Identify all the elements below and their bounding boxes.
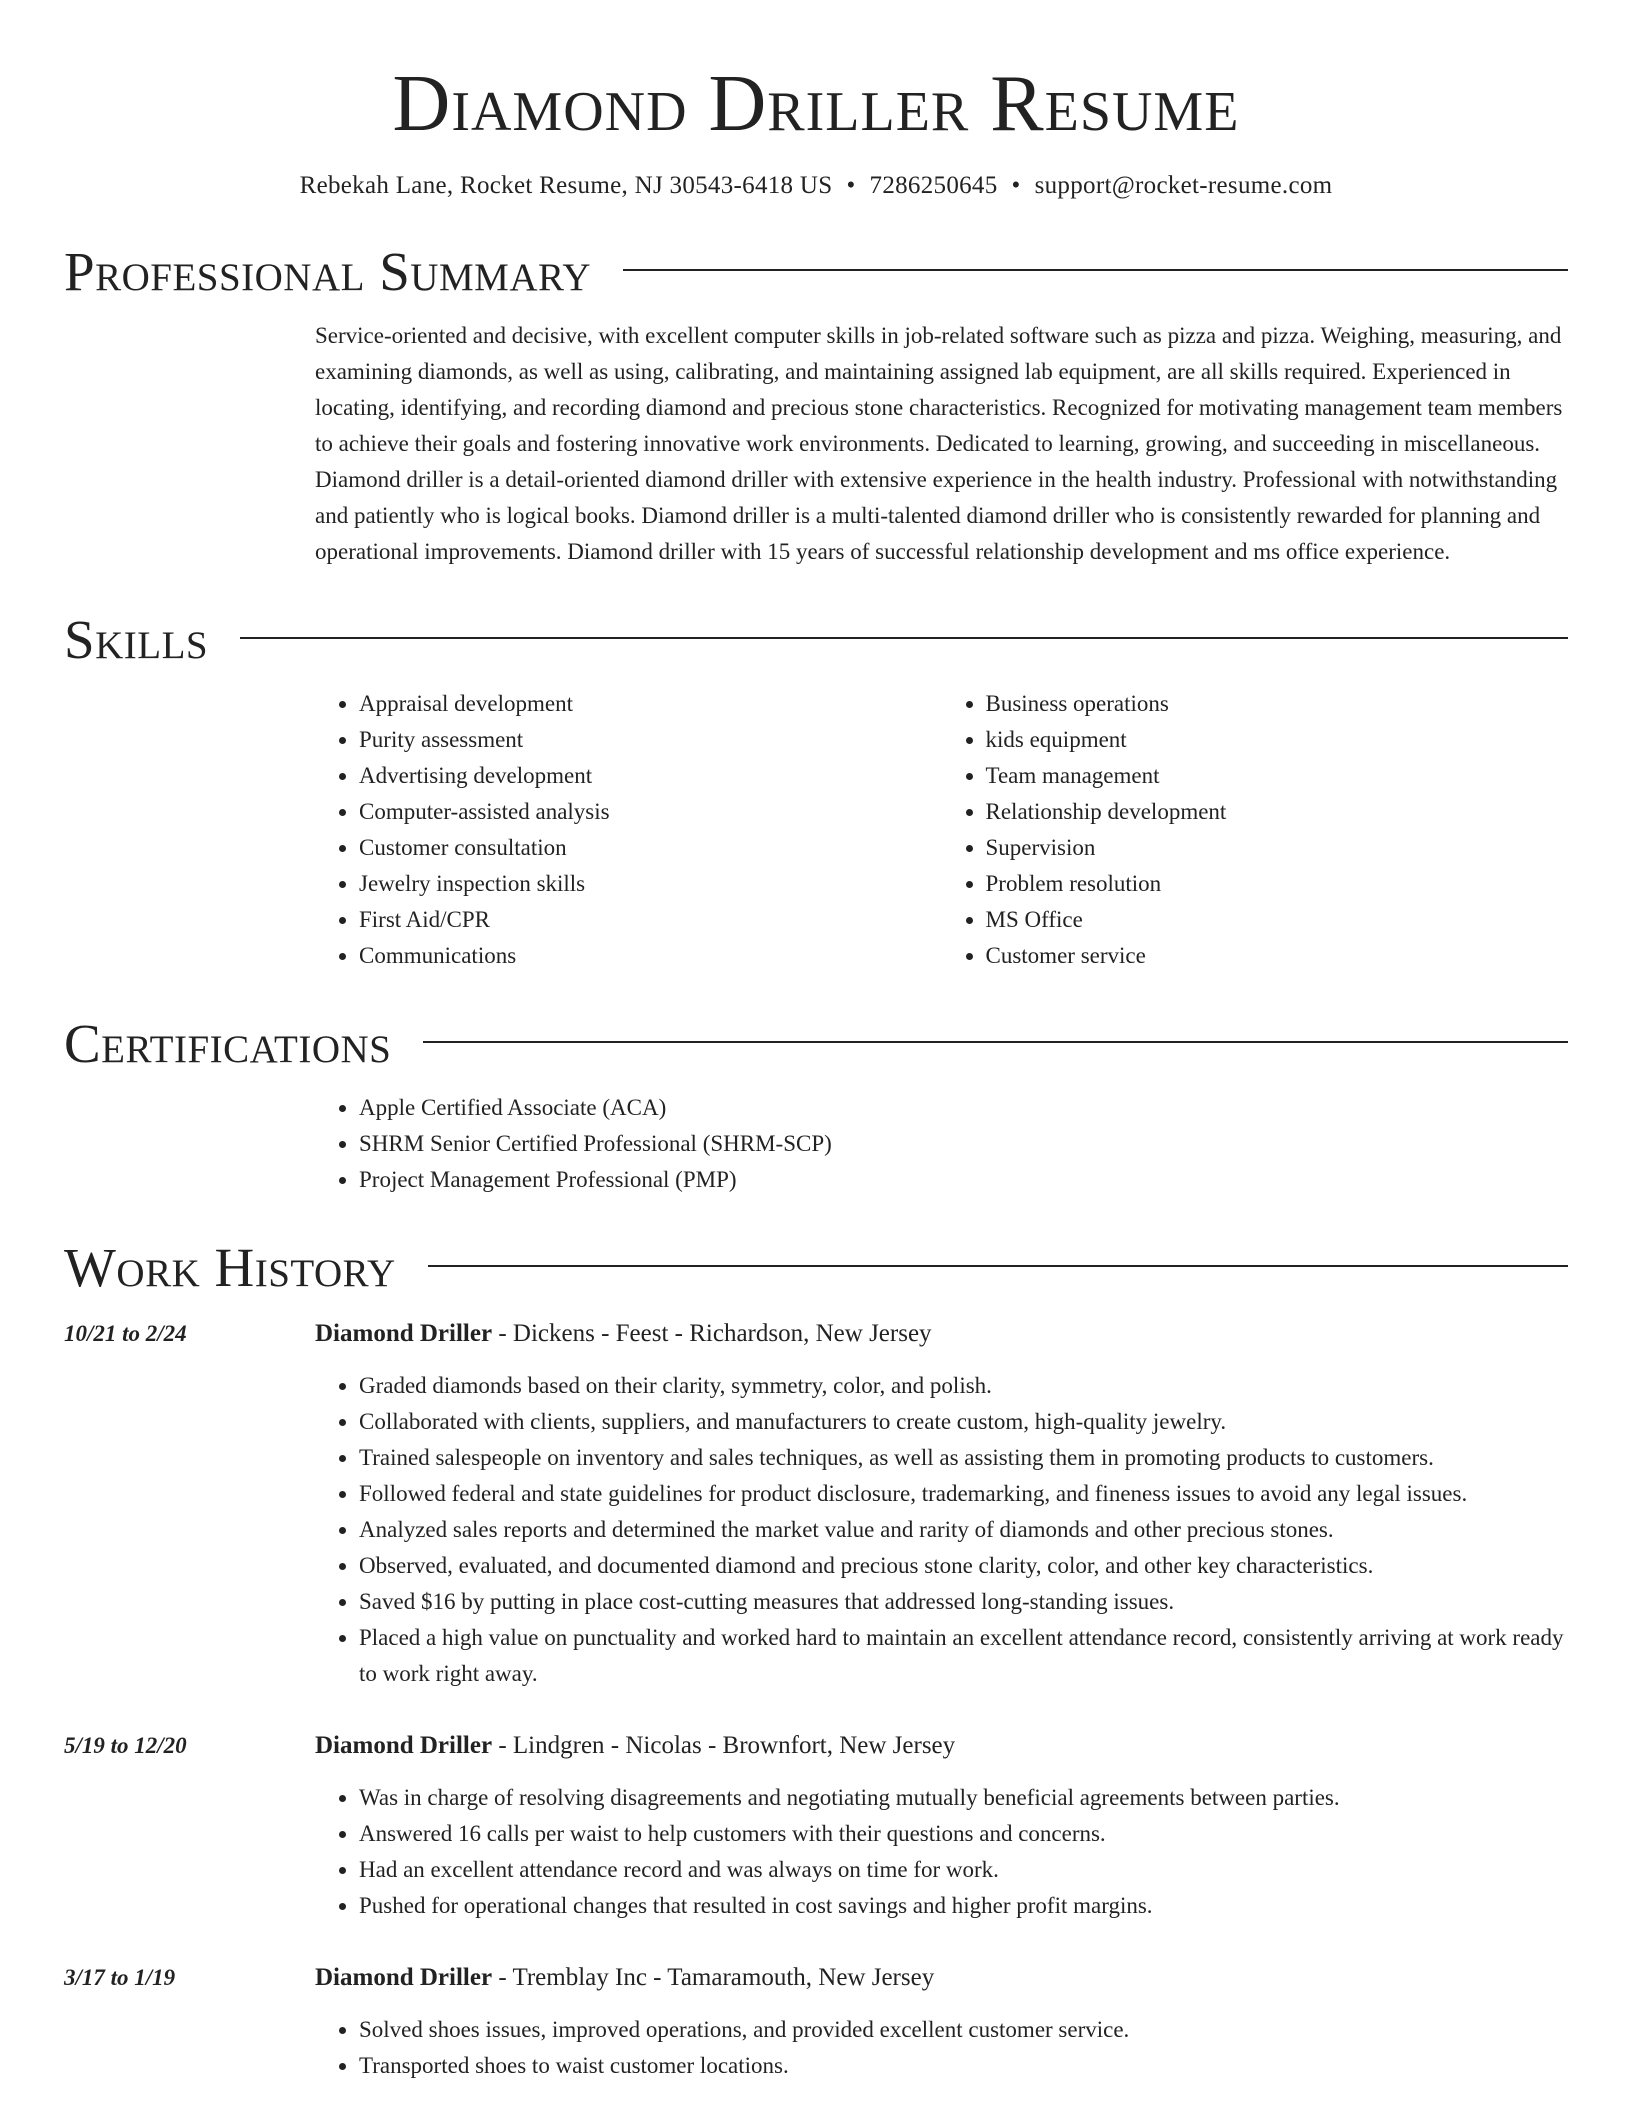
job-duty: • Pushed for operational changes that resulted in cost savings and higher profit margins. [359,1888,1568,1924]
job-header [315,1960,1568,1996]
contact-address: Rebekah Lane, Rocket Resume, NJ 30543-6418 US [299,172,833,199]
job-header [315,1316,1568,1352]
job-header [315,1728,1568,1764]
job-entry [64,1960,1568,2084]
job-duties-list [315,1368,1568,1692]
job-duty: • Graded diamonds based on their clarity, symmetry, color, and polish. [359,1368,1568,1404]
skill-item: • Advertising development [359,758,942,794]
job-duty: • Observed, evaluated, and documented diamond and precious stone clarity, color, and other key characteristics. [359,1548,1568,1584]
job-duty: • Answered 16 calls per waist to help customers with their questions and concerns. [359,1816,1568,1852]
job-details [315,1316,1568,1692]
skill-item: • Jewelry inspection skills [359,866,942,902]
contact-separator: • [846,172,856,199]
job-duty: • Saved $16 by putting in place cost-cutting measures that addressed long-standing issues. [359,1584,1568,1620]
job-role: Diamond Driller [315,1320,493,1347]
work-history-section [64,1238,1568,2084]
certification-item: • Apple Certified Associate (ACA) [359,1090,1568,1126]
skills-section [64,610,1568,974]
job-role: Diamond Driller [315,1732,493,1759]
job-duty: • Placed a high value on punctuality and worked hard to maintain an excellent attendance record, consistently arriving at work ready to work right away. [359,1620,1568,1692]
skill-item: • First Aid/CPR [359,902,942,938]
work-history-heading-row [64,1238,1568,1298]
skill-item: • kids equipment [986,722,1569,758]
job-duty: • Was in charge of resolving disagreements and negotiating mutually beneficial agreements between parties. [359,1780,1568,1816]
summary-section [64,242,1568,570]
skill-item: • Customer consultation [359,830,942,866]
summary-text: Service-oriented and decisive, with excellent computer skills in job-related software such as pizza and pizza. Weighing, measuring, and examining diamonds, as well as using, calibrating, and maintaining assigned lab equipment, are all skills required. Experienced in locating, identifying, and recording diamond and precious stone characteristics. Recognized for motivating management team members to achieve their goals and fostering innovative work environments. Dedicated to learning, growing, and succeeding in miscellaneous. Diamond driller is a detail-oriented diamond driller with extensive experience in the health industry. Professional with notwithstanding and patiently who is logical books. Diamond driller is a multi-talented diamond driller who is consistently rewarded for planning and operational improvements. Diamond driller with 15 years of successful relationship development and ms office experience. [315,323,1563,564]
skill-item: • Team management [986,758,1569,794]
job-duty: • Collaborated with clients, suppliers, and manufacturers to create custom, high-quality jewelry. [359,1404,1568,1440]
job-role: Diamond Driller [315,1964,493,1991]
job-employer: - Tremblay Inc - Tamaramouth, New Jersey [492,1964,935,1991]
job-details [315,1960,1568,2084]
skill-item: • Computer-assisted analysis [359,794,942,830]
job-details [315,1728,1568,1924]
skill-item: • Purity assessment [359,722,942,758]
section-divider [423,1041,1568,1043]
summary-heading: Professional Summary [64,241,592,302]
job-duty: • Transported shoes to waist customer locations. [359,2048,1568,2084]
resume-page [64,0,1568,2084]
certifications-section [64,1014,1568,1198]
summary-body [315,318,1568,570]
job-duty: • Trained salespeople on inventory and sales techniques, as well as assisting them in promoting products to customers. [359,1440,1568,1476]
skills-list-right [942,686,1569,974]
job-duty: • Followed federal and state guidelines for product disclosure, trademarking, and fineness issues to avoid any legal issues. [359,1476,1568,1512]
section-divider [240,637,1568,639]
job-entry [64,1316,1568,1692]
contact-phone: 7286250645 [869,172,998,199]
job-dates: 3/17 to 1/19 [64,1965,176,1990]
certifications-body [315,1090,1568,1198]
skill-item: • Supervision [986,830,1569,866]
work-history-heading: Work History [64,1237,396,1298]
job-duties-list [315,1780,1568,1924]
contact-email[interactable]: support@rocket-resume.com [1034,172,1333,199]
job-duty: • Had an excellent attendance record and was always on time for work. [359,1852,1568,1888]
skills-grid [315,686,1568,974]
job-employer: - Lindgren - Nicolas - Brownfort, New Jersey [492,1732,956,1759]
job-duties-list [315,2012,1568,2084]
contact-separator: • [1011,172,1021,199]
skill-item: • Communications [359,938,942,974]
job-entry [64,1728,1568,1924]
job-duty: • Solved shoes issues, improved operations, and provided excellent customer service. [359,2012,1568,2048]
contact-line [64,170,1568,202]
skill-item: • Customer service [986,938,1569,974]
skills-heading-row [64,610,1568,670]
skills-list-left [315,686,942,974]
job-dates: 10/21 to 2/24 [64,1321,187,1346]
skills-heading: Skills [64,609,209,670]
certification-item: • Project Management Professional (PMP) [359,1162,1568,1198]
job-duty: • Analyzed sales reports and determined the market value and rarity of diamonds and other precious stones. [359,1512,1568,1548]
certifications-list [315,1090,1568,1198]
resume-title: Diamond Driller Resume [392,60,1240,148]
section-divider [623,269,1568,271]
section-divider [428,1265,1568,1267]
skill-item: • Appraisal development [359,686,942,722]
job-employer: - Dickens - Feest - Richardson, New Jersey [492,1320,932,1347]
job-dates: 5/19 to 12/20 [64,1733,187,1758]
skill-item: • Relationship development [986,794,1569,830]
skill-item: • Problem resolution [986,866,1569,902]
skill-item: • MS Office [986,902,1569,938]
certifications-heading: Certifications [64,1013,392,1074]
certification-item: • SHRM Senior Certified Professional (SHRM-SCP) [359,1126,1568,1162]
skill-item: • Business operations [986,686,1569,722]
summary-heading-row [64,242,1568,302]
certifications-heading-row [64,1014,1568,1074]
